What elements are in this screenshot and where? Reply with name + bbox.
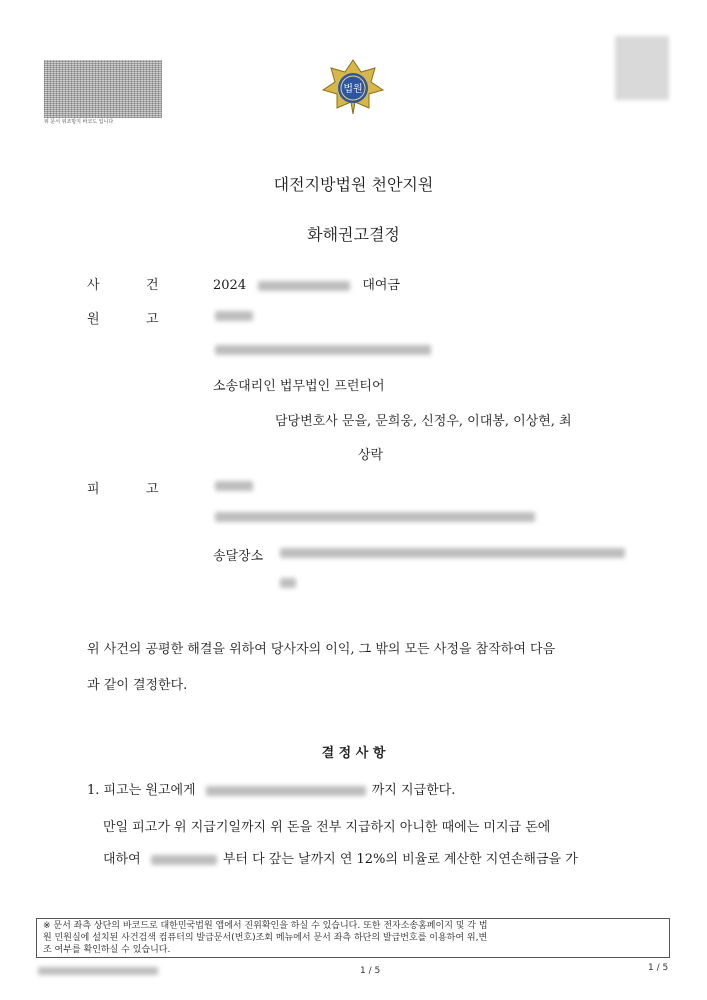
- redacted-delivery-address-cont: [280, 578, 296, 588]
- intro-line-2: 과 같이 결정한다.: [87, 678, 188, 693]
- item1-line3-prefix: 대하여: [103, 852, 141, 867]
- case-label-char1: 사: [87, 278, 100, 293]
- redacted-plaintiff-name: [215, 311, 253, 321]
- decision-item-1-line-3: [103, 848, 578, 867]
- redacted-issue-number: [38, 967, 158, 975]
- case-label-char2: 건: [146, 278, 159, 293]
- defendant-label-char2: 고: [146, 482, 159, 497]
- redacted-case-number: [258, 281, 350, 291]
- decision-section-title: 결 정 사 항: [321, 746, 386, 761]
- redacted-defendant-address: [215, 512, 535, 522]
- item1-line3-suffix: 부터 다 갚는 날까지 연 12%의 비율로 계산한 지연손해금을 가: [222, 852, 578, 867]
- plaintiff-label-char1: 원: [87, 312, 100, 327]
- item1-prefix: 1. 피고는 원고에게: [87, 783, 196, 798]
- notice-line-2: 원 민원실에 설치된 사건검색 컴퓨터의 발급문서(번호)조회 메뉴에서 문서 좌측 하단의 발급번호를 이용하여 위,변: [43, 933, 488, 943]
- redacted-defendant-name: [215, 481, 253, 491]
- page-number-right: 1 / 5: [648, 963, 669, 973]
- notice-line-1: ※ 문서 좌측 상단의 바코드로 대한민국법원 앱에서 진위확인을 하실 수 있습니다. 또한 전자소송홈페이지 및 각 법: [43, 921, 488, 931]
- court-name: 대전지방법원 천안지원: [273, 175, 434, 194]
- delivery-place-label: 송달장소: [213, 549, 264, 564]
- barcode-caption: 위 문서 위조방지 바코드 입니다: [44, 119, 114, 125]
- verification-barcode: [44, 60, 162, 118]
- case-type: 대여금: [362, 278, 401, 293]
- redacted-qr-code: [615, 36, 669, 100]
- redacted-delivery-address: [280, 548, 625, 558]
- redacted-start-date: [151, 855, 217, 865]
- redacted-amount-and-date: [206, 786, 366, 796]
- case-year: 2024: [213, 278, 247, 293]
- document-title: 화해권고결정: [307, 225, 400, 244]
- plaintiff-lawyers-continued: 상락: [358, 448, 384, 463]
- notice-line-3: 조 여부를 확인하실 수 있습니다.: [43, 945, 171, 955]
- emblem-text: 법원: [343, 84, 363, 95]
- redacted-plaintiff-address: [215, 345, 431, 355]
- page-number-center: 1 / 5: [360, 966, 381, 976]
- verification-notice-box: [36, 918, 670, 958]
- item1-suffix: 까지 지급한다.: [371, 783, 456, 798]
- plaintiff-agent: 소송대리인 법무법인 프런티어: [213, 379, 385, 394]
- plaintiff-lawyers: 담당변호사 문을, 문희웅, 신정우, 이대봉, 이상현, 최: [275, 414, 572, 429]
- decision-item-1-line-2: 만일 피고가 위 지급기일까지 위 돈을 전부 지급하지 아니한 때에는 미지급 돈에: [103, 820, 551, 835]
- plaintiff-label-char2: 고: [146, 312, 159, 327]
- court-emblem-icon: [321, 58, 385, 116]
- case-number: [213, 274, 400, 293]
- decision-item-1: [87, 779, 455, 798]
- defendant-label-char1: 피: [87, 482, 100, 497]
- intro-line-1: 위 사건의 공평한 해결을 위하여 당사자의 이익, 그 밖의 모든 사정을 참작하여 다음: [87, 642, 556, 657]
